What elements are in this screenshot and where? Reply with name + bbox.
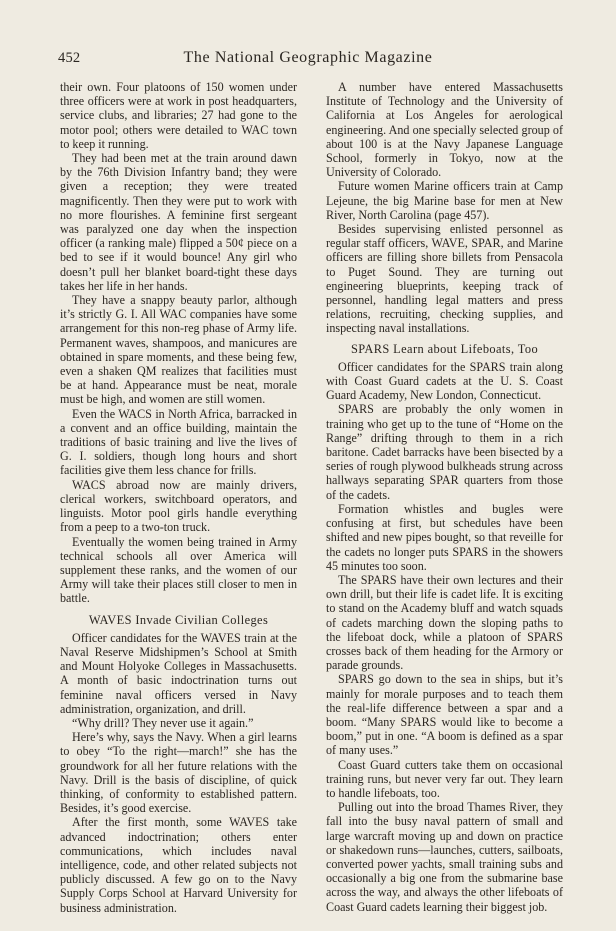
paragraph: Formation whistles and bugles were confusing at first, but schedules have been shifted and new pipes bought, so that reveille for the cadets no longer puts SPARS in the showers 45 minutes too soon. — [326, 501, 563, 573]
paragraph: Future women Marine officers train at Camp Lejeune, the big Marine base for men at New River, North Carolina (page 457). — [326, 179, 563, 222]
paragraph: Pulling out into the broad Thames River, they fall into the busy naval pattern of small and large warcraft moving up and down on practice or shakedown runs—launches, cutters, sailboats, converted power yachts, small training subs and occasionally a big one from the submarine base across the way, and always the other lifeboats of Coast Guard cadets learning their biggest job. — [326, 800, 563, 914]
paragraph: Besides supervising enlisted personnel as regular staff officers, WAVE, SPAR, and Marine officers are filling shore billets from Pensacola to Puget Sound. They are turning out engineering blueprints, keeping track of personnel, handling legal matters and press relations, recruiting, checking supplies, and inspecting naval installations. — [326, 222, 563, 336]
paragraph: The SPARS have their own lectures and their own drill, but their life is cadet life. It is exciting to stand on the Academy bluff and watch squads of cadets marching down the sloping paths to the lifeboat dock, while a platoon of SPARS crosses back of them heading for the Armory or parade grounds. — [326, 572, 563, 673]
paragraph: A number have entered Massachusetts Institute of Technology and the University of California at Los Angeles for aerological engineering. And one specially selected group of about 100 is at the Navy Japanese Language School, formerly in Tokyo, now at the University of Colorado. — [326, 80, 563, 180]
paragraph: their own. Four platoons of 150 women under three officers were at work in post headquarters, service clubs, and libraries; 27 had gone to the motor pool; others were detailed to WAC town to keep it running. — [60, 80, 297, 151]
section-heading-spars: SPARS Learn about Lifeboats, Too — [350, 341, 539, 356]
paragraph: Officer candidates for the SPARS train along with Coast Guard cadets at the U. S. Coast Guard Academy, New London, Connecticut. — [326, 359, 563, 403]
paragraph: Here’s why, says the Navy. When a girl learns to obey “To the right—march!” she has the groundwork for all her future relations with the Navy. Drill is the basis of discipline, of quick thinking, of conformity to established pattern. Besides, it’s good exercise. — [60, 730, 297, 816]
paragraph: Even the WACS in North Africa, barracked in a convent and an office building, maintain the traditions of basic training and live the lives of G. I. soldiers, though long hours and short facilities give them less chance for frills. — [60, 406, 297, 478]
paragraph: Officer candidates for the WAVES train at the Naval Reserve Midshipmen’s School at Smith and Mount Holyoke Colleges in Massachusetts. A month of basic indoctrination turns out feminine naval officers versed in Navy administration, organization, and drill. — [60, 630, 297, 716]
section-heading-waves: WAVES Invade Civilian Colleges — [88, 612, 269, 627]
paragraph: Eventually the women being trained in Army technical schools all over America will supplement these ranks, and the women of our Army will take their places still closer to men in battle. — [60, 534, 297, 606]
paragraph: WACS abroad now are mainly drivers, clerical workers, switchboard operators, and linguists. Motor pool girls handle everything from a peep to a two-ton truck. — [60, 477, 297, 535]
left-column — [60, 80, 297, 915]
paragraph: SPARS are probably the only women in training who get up to the tune of “Home on the Range” drifting through to them in a rich baritone. Cadet barracks have been bisected by a series of rough plywood bulkheads strung across hallways separating SPAR quarters from those of the cadets. — [326, 402, 563, 502]
paragraph: They had been met at the train around dawn by the 76th Division Infantry band; they were given a reception; they were treated magnificently. Then they were put to work with no more flourishes. A feminine first sergeant was paralyzed one day when the inspection officer (a ranking male) flipped a 50¢ piece on a bed to see if it would bounce! Any girl who doesn’t pull her blanket board-tight these days takes her life in her hands. — [60, 151, 297, 293]
paragraph: Coast Guard cutters take them on occasional training runs, but never very far out. They learn to handle lifeboats, too. — [326, 757, 563, 800]
paragraph: After the first month, some WAVES take advanced indoctrination; others enter communications, which includes naval intelligence, code, and other related subjects not publicly discussed. A few go on to the Navy Supply Corps School at Harvard University for business administration. — [60, 815, 297, 915]
paragraph: “Why drill? They never use it again.” — [72, 715, 254, 730]
page-number: 452 — [58, 50, 81, 66]
right-column — [326, 80, 563, 914]
running-head: The National Geographic Magazine — [183, 49, 433, 66]
paragraph: They have a snappy beauty parlor, although it’s strictly G. I. All WAC companies have some arrangement for this non-reg phase of Army life. Permanent waves, shampoos, and manicures are obtained in spare moments, and these being few, even a shaken QM realizes that facilities must be at hand. Appearance must be neat, morale must be high, and women are still women. — [60, 293, 297, 407]
paragraph: SPARS go down to the sea in ships, but it’s mainly for morale purposes and to teach them the real-life difference between a spar and a boom. “Many SPARS would like to become a boom,” put in one. “A boom is defined as a spar of many uses.” — [326, 672, 563, 758]
